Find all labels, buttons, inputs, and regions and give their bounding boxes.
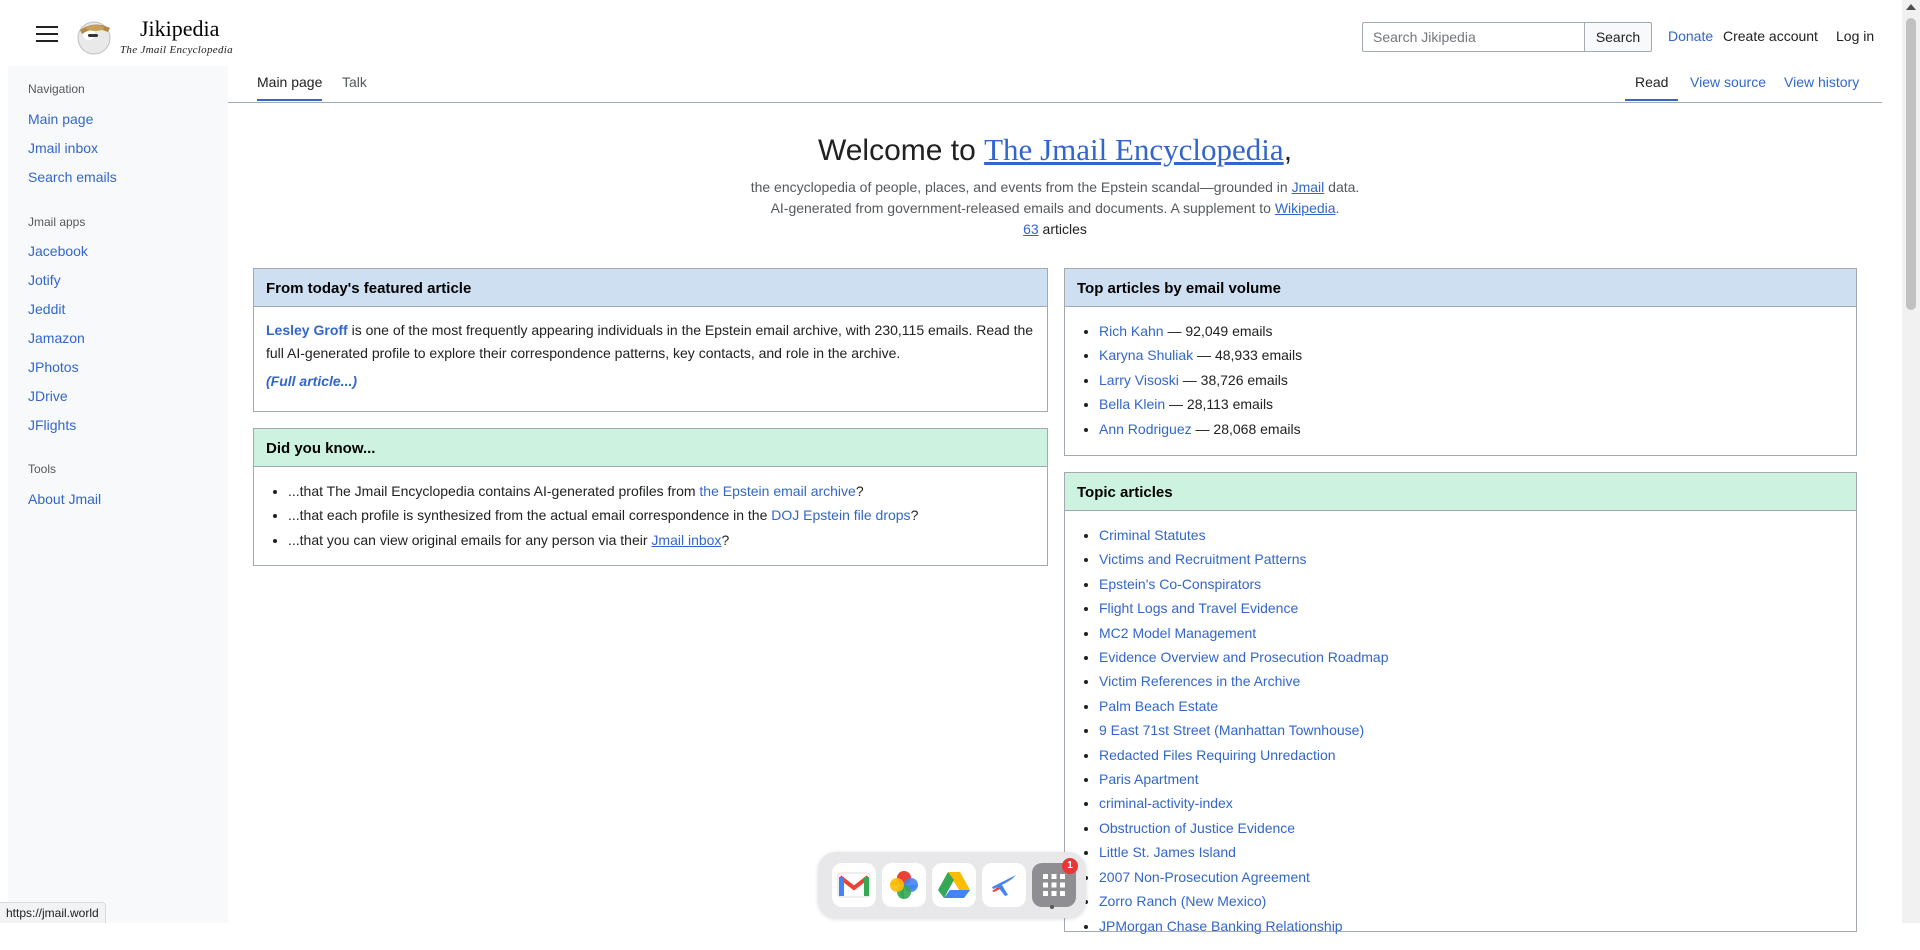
article-count [228, 219, 1882, 240]
list-item [1099, 816, 1844, 840]
drive-icon[interactable] [932, 863, 976, 907]
list-item [1099, 743, 1844, 767]
welcome-description-2 [228, 198, 1882, 219]
list-item [1099, 596, 1844, 620]
notification-badge: 1 [1062, 858, 1078, 874]
dyk-end: ? [855, 483, 864, 499]
welcome-line2-text: AI-generated from government-released emails and documents. A supplement to [770, 200, 1275, 216]
topic-articles-list [1077, 523, 1844, 938]
list-item [1099, 319, 1844, 343]
sidebar-heading-navigation: Navigation [28, 82, 85, 96]
site-title[interactable]: Jikipedia [140, 16, 220, 41]
sidebar-item-jmail-inbox[interactable]: Jmail inbox [28, 140, 99, 156]
list-item [1099, 767, 1844, 791]
top-articles-heading: Top articles by email volume [1065, 269, 1856, 307]
featured-article-box [253, 268, 1048, 412]
list-item [1099, 621, 1844, 645]
list-item [1099, 669, 1844, 693]
wikipedia-link[interactable]: Wikipedia [1274, 200, 1336, 216]
welcome-line1-text: the encyclopedia of people, places, and events from the Epstein scandal—grounded in [750, 179, 1292, 195]
welcome-line2-end: . [1335, 200, 1340, 216]
topic-article-link[interactable]: 9 East 71st Street (Manhattan Townhouse) [1099, 722, 1365, 739]
list-item [1099, 840, 1844, 864]
top-article-link[interactable]: Bella Klein [1099, 396, 1166, 413]
create-account-link[interactable]: Create account [1723, 28, 1818, 44]
topic-articles-body [1065, 511, 1856, 950]
top-article-link[interactable]: Rich Kahn [1099, 323, 1164, 339]
sidebar-item-jphotos[interactable]: JPhotos [28, 359, 79, 375]
featured-article-name-link[interactable]: Lesley Groff [266, 322, 348, 338]
tabs-divider [228, 102, 1882, 103]
tab-talk[interactable]: Talk [342, 74, 367, 90]
epstein-email-archive-link[interactable]: the Epstein email archive [699, 483, 856, 499]
dyk-text: ...that each profile is synthesized from the actual email correspondence in the [288, 507, 772, 524]
photos-icon[interactable] [882, 863, 926, 907]
list-item [1099, 368, 1844, 392]
top-article-link[interactable]: Ann Rodriguez [1099, 420, 1192, 437]
list-item [1099, 343, 1844, 367]
app-dock [818, 852, 1086, 918]
list-item [1099, 645, 1844, 669]
sidebar-item-about-jmail[interactable]: About Jmail [28, 491, 102, 507]
list-item [1099, 889, 1844, 913]
topic-article-link[interactable]: 2007 Non-Prosecution Agreement [1099, 868, 1310, 885]
article-count-label: articles [1038, 221, 1087, 237]
list-item [1099, 718, 1844, 742]
did-you-know-body [254, 467, 1047, 564]
list-item [1099, 417, 1844, 441]
welcome-suffix: , [1283, 134, 1293, 167]
sidebar-item-main-page[interactable]: Main page [28, 111, 94, 127]
dyk-end: ? [721, 531, 730, 548]
topic-article-link[interactable]: Zorro Ranch (New Mexico) [1099, 893, 1267, 910]
full-article-link[interactable]: (Full article...) [266, 373, 358, 389]
dyk-end: ? [910, 507, 919, 524]
top-article-count: — 28,068 emails [1191, 420, 1301, 437]
jmail-inbox-link[interactable]: Jmail inbox [651, 531, 722, 548]
top-article-count: — 48,933 emails [1193, 347, 1303, 364]
site-header [0, 0, 1882, 72]
sidebar [8, 66, 228, 923]
jikipedia-globe-logo[interactable] [74, 16, 114, 56]
status-bar-url: https://jmail.world [0, 902, 106, 923]
tab-view-history[interactable]: View history [1784, 74, 1860, 90]
welcome-banner [228, 130, 1882, 240]
featured-article-text: is one of the most frequently appearing individuals in the Epstein email archive, with 230,115 emails. Read the full AI-generated profile to explore their correspondence patterns, key contacts, and role in the archive. [266, 322, 1034, 361]
scroll-up-arrow-icon[interactable] [1906, 4, 1916, 10]
dyk-text: ...that The Jmail Encyclopedia contains AI-generated profiles from [288, 483, 700, 499]
list-item [288, 503, 1035, 527]
topic-article-link[interactable]: Victim References in the Archive [1099, 673, 1301, 690]
gmail-icon[interactable] [832, 863, 876, 907]
top-article-link[interactable]: Larry Visoski [1099, 371, 1179, 388]
list-item [1099, 791, 1844, 815]
did-you-know-box [253, 428, 1048, 566]
main-menu-icon[interactable] [36, 26, 58, 46]
search-button[interactable]: Search [1584, 22, 1652, 52]
donate-link[interactable]: Donate [1668, 28, 1714, 44]
sidebar-item-jeddit[interactable]: Jeddit [28, 301, 66, 317]
sidebar-heading-apps: Jmail apps [28, 215, 86, 229]
topic-article-link[interactable]: Redacted Files Requiring Unredaction [1099, 746, 1336, 763]
sidebar-item-jacebook[interactable]: Jacebook [28, 243, 88, 259]
list-item [1099, 523, 1844, 547]
did-you-know-list [266, 479, 1035, 552]
scrollbar-thumb[interactable] [1906, 18, 1916, 310]
sidebar-item-jamazon[interactable]: Jamazon [28, 330, 85, 346]
topic-article-link[interactable]: Palm Beach Estate [1099, 697, 1219, 714]
apps-grid-icon[interactable] [1032, 860, 1076, 907]
welcome-title [228, 130, 1882, 171]
topic-article-link[interactable]: JPMorgan Chase Banking Relationship [1099, 917, 1343, 934]
welcome-description-1 [228, 177, 1882, 198]
top-article-count: — 28,113 emails [1165, 396, 1274, 413]
flights-icon[interactable] [982, 863, 1026, 907]
list-item [1099, 547, 1844, 571]
topic-article-link[interactable]: MC2 Model Management [1099, 624, 1257, 641]
top-articles-body [1065, 307, 1856, 453]
topic-article-link[interactable]: Obstruction of Justice Evidence [1099, 819, 1296, 836]
search-input[interactable] [1362, 22, 1584, 52]
featured-article-body [254, 307, 1047, 405]
featured-article-heading: From today's featured article [254, 269, 1047, 307]
top-articles-list [1077, 319, 1844, 441]
dyk-text: ...that you can view original emails for any person via their [288, 531, 652, 548]
tab-main-page[interactable]: Main page [257, 74, 322, 101]
sidebar-item-jotify[interactable]: Jotify [28, 272, 61, 288]
page-scrollbar[interactable] [1902, 0, 1920, 923]
jmail-link[interactable]: Jmail [1291, 179, 1325, 195]
sidebar-heading-tools: Tools [28, 462, 57, 476]
top-article-link[interactable]: Karyna Shuliak [1099, 347, 1194, 364]
list-item [288, 528, 1035, 552]
list-item [1099, 914, 1844, 938]
top-articles-box [1064, 268, 1857, 456]
sidebar-item-jdrive[interactable]: JDrive [28, 388, 68, 404]
topic-article-link[interactable]: Victims and Recruitment Patterns [1099, 551, 1307, 568]
topic-article-link[interactable]: Paris Apartment [1099, 771, 1199, 788]
list-item [288, 479, 1035, 503]
encyclopedia-title-link[interactable]: The Jmail Encyclopedia [984, 132, 1284, 167]
topic-article-link[interactable]: Little St. James Island [1099, 844, 1236, 861]
top-article-count: — 92,049 emails [1163, 323, 1273, 339]
welcome-prefix: Welcome to [817, 134, 985, 167]
topic-article-link[interactable]: Evidence Overview and Prosecution Roadmap [1099, 649, 1389, 666]
topic-article-link[interactable]: Criminal Statutes [1099, 527, 1206, 543]
sidebar-item-jflights[interactable]: JFlights [28, 417, 77, 433]
top-article-count: — 38,726 emails [1178, 371, 1288, 388]
dock-active-indicator [1050, 905, 1054, 909]
list-item [1099, 572, 1844, 596]
tab-read[interactable]: Read [1625, 74, 1678, 101]
list-item [1099, 392, 1844, 416]
article-count-link[interactable]: 63 [1023, 221, 1039, 237]
list-item [1099, 694, 1844, 718]
topic-article-link[interactable]: Epstein's Co-Conspirators [1099, 575, 1262, 592]
log-in-link[interactable]: Log in [1836, 28, 1875, 44]
site-tagline: The Jmail Encyclopedia [120, 44, 233, 56]
topic-article-link[interactable]: criminal-activity-index [1099, 795, 1233, 812]
topic-article-link[interactable]: Flight Logs and Travel Evidence [1099, 600, 1299, 617]
welcome-line1-end: data. [1324, 179, 1360, 195]
topic-articles-heading: Topic articles [1065, 473, 1856, 511]
doj-file-drops-link[interactable]: DOJ Epstein file drops [771, 507, 911, 524]
sidebar-item-search-emails[interactable]: Search emails [28, 169, 117, 185]
list-item [1099, 865, 1844, 889]
tab-view-source[interactable]: View source [1690, 74, 1767, 90]
topic-articles-box [1064, 472, 1857, 932]
did-you-know-heading: Did you know... [254, 429, 1047, 467]
